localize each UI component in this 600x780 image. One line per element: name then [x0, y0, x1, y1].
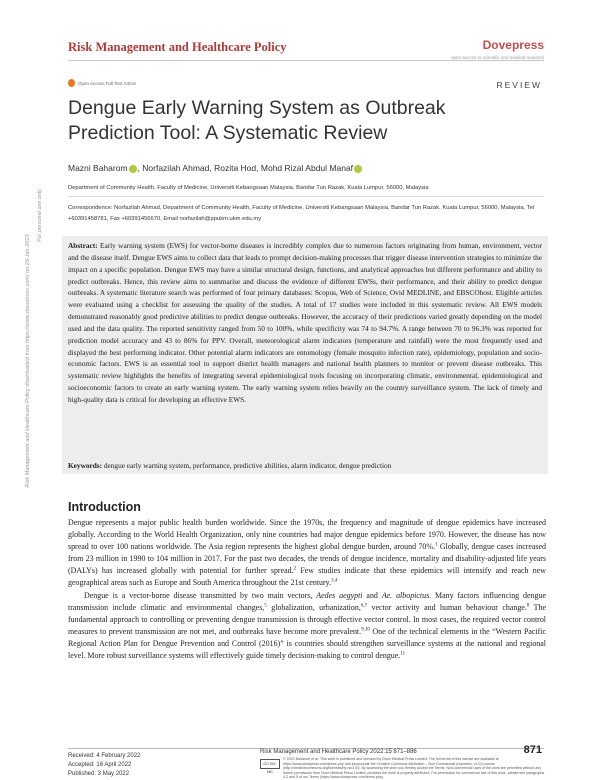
- author-2[interactable]: Norfazilah Ahmad: [142, 163, 210, 173]
- keywords-label: Keywords:: [68, 461, 103, 470]
- correspondence: Correspondence: Norfazilah Ahmad, Department of Community Health, Faculty of Medicine, Universiti Kebangsaan Malaysia, Bandar Tun Razak, Kuala Lumpur, 56000, Malaysia, Tel +60391458781, Fax +60391456670, Email norfazilah@ppukm.ukm.edu.my: [68, 205, 535, 222]
- text-run: Few studies indicate that these epidemics will intensify and reach new geographical areas such as Europe and South America throughout the 21st century.: [68, 566, 546, 588]
- text-run: One of the technical elements in the “Western Pacific Regional Action Plan for Dengue Prevention and Control (2016)” is countries should strengthen surveillance systems at the national and regional level. More robust surveillance systems will effectively guide timely decision-making to control dengue.: [68, 626, 546, 661]
- citation-ref[interactable]: 3,4: [331, 578, 338, 584]
- orcid-icon[interactable]: [129, 165, 137, 173]
- species-name: Aedes aegypti: [316, 590, 363, 600]
- text-run: The fundamental approach to controlling or preventing dengue transmission is through effective vector control. In most cases, the required vector control measures to prevent transmission are not met, and outbreaks have become more prevalent.: [68, 602, 546, 636]
- keywords: [68, 461, 542, 470]
- affiliation-rule: [68, 196, 544, 197]
- download-watermark: [24, 146, 32, 576]
- personal-use-note: For personal use only.: [37, 187, 43, 243]
- abstract-label: Abstract:: [68, 241, 98, 250]
- author-1[interactable]: Mazni Baharom: [68, 163, 128, 173]
- personal-use-watermark: [36, 150, 44, 280]
- text-run: and: [362, 590, 382, 600]
- keywords-text: dengue early warning system, performance, predictive abilities, alarm indicator, dengue prediction: [103, 461, 392, 470]
- open-access-badge: [68, 79, 136, 87]
- citation-ref[interactable]: 2: [293, 566, 297, 572]
- text-run: vector activity and human behaviour change.: [367, 602, 527, 612]
- introduction-body: [68, 517, 546, 662]
- text-run: Dengue is a vector-borne disease transmitted by two main vectors,: [84, 590, 317, 600]
- citation-ref[interactable]: 8: [526, 603, 530, 609]
- citation-ref[interactable]: 11: [400, 651, 406, 657]
- publisher-tagline: open access to scientific and medical research: [450, 55, 544, 60]
- article-title: Dengue Early Warning System as Outbreak Prediction Tool: A Systematic Review: [68, 97, 446, 144]
- accepted-date: Accepted: 16 April 2022: [68, 761, 132, 768]
- article-dates: [68, 752, 140, 778]
- species-name: Ae. albopictus: [381, 590, 430, 600]
- citation-ref[interactable]: 9,10: [361, 627, 370, 633]
- abstract: [68, 240, 542, 406]
- footer-citation[interactable]: Risk Management and Healthcare Policy 2022:15 871–886: [260, 749, 417, 755]
- author-list: Mazni Baharom , Norfazilah Ahmad, Rozita Hod, Mohd Rizal Abdul Manaf: [68, 163, 363, 173]
- text-run: Dengue represents a major public health burden worldwide. Since the 1970s, the frequency and magnitude of dengue epidemics have increased globally. According to the World Health Organization, only nine countries had major dengue epidemics before 1970. However, the disease has now spread to over 100 nations worldwide. The Asia region represents the highest global dengue burden, around 70%.: [68, 518, 546, 552]
- affiliation: Department of Community Health, Faculty of Medicine, Universiti Kebangsaan Malaysia, Bandar Tun Razak, Kuala Lumpur, 56000, Malaysia: [68, 185, 429, 191]
- citation-ref[interactable]: 6,7: [360, 603, 368, 609]
- abstract-body: Early warning system (EWS) for vector-borne diseases is incredibly complex due to numerous factors originating from human, environment, vector and the disease itself. Dengue EWS aims to collect data that leads to prompt decision-making processes that trigger disease intervention strategies to minimize the impact on a specific population. Dengue EWS may have a similar structural design, functions, and analytical approaches but different performance and ability to predict outbreaks. Hence, this review aims to summarise and discuss the evidence of different EWSs, their performance, and their ability to predict dengue outbreaks. A systematic literature search was performed of four primary databases: Scopus, Web of Science, Ovid MEDLINE, and EBSCOhost. Eligible articles were evaluated using a checklist for assessing the quality of the studies. A total of 17 studies were included in this systematic review. All EWS models demonstrated reasonably good predictive abilities to predict dengue outbreaks. However, the accuracy of their predictions varied greatly depending on the model used and the data quality. The reported sensitivity ranged from 50 to 100%, while specificity was 74 to 94.7%. A range between 70 to 96.3% was reported for prediction model accuracy and 43 to 86% for PPV. Overall, meteorological alarm indicators (temperature and rainfall) were the most frequently used and displayed the best performing indicator. Other potential alarm indicators are entomology (female mosquito infection rate), epidemiology, population and socio-economic factors. EWS is an essential tool to support district health managers and national health planners to monitor or prevent disease outbreaks. This systematic review highlights the benefits of integrating several epidemiological tools focusing on incorporating climatic, environmental, epidemiological and socioeconomic factors to create an early warning system. The early warning system relies heavily on the country surveillance system. The lack of timely and high-quality data is critical for developing an effective EWS.: [68, 241, 542, 404]
- license-text: © 2022 Baharom et al. This work is published and licensed by Dove Medical Press Limited. The full terms of this license are available at https://www.dovepress.com/terms.php and incorporate the Creative Commons Attribution – Non Commercial (unported, v3.0) License (http://creativecommons.org/licenses/by-nc/3.0/). By accessing the work you hereby accept the Terms. Non-commercial uses of the work are permitted without any further permission from Dove Medical Press Limited, provided the work is properly attributed. For permission for commercial use of this work, please see paragraphs 4.2 and 5 of our Terms (https://www.dovepress.com/terms.php).: [283, 757, 545, 780]
- download-note: Risk Management and Healthcare Policy downloaded from https://www.dovepress.com/ on 29-Jan-2023: [25, 234, 31, 488]
- published-date: Published: 3 May 2022: [68, 770, 130, 777]
- publisher-logo[interactable]: Dovepress: [482, 38, 544, 52]
- text-run: Globally, dengue cases increased from 23 million in 1990 to 104 million in 2017. For the past two decades, the trends of dengue incidence, mortality and disability-adjusted life years (DALYs) has increased globally with potential for further spread.: [68, 542, 546, 576]
- page-number: 871: [523, 744, 542, 756]
- open-access-label: Open Access Full Text Article: [78, 80, 136, 86]
- cc-license-icon[interactable]: CC BY-NC: [260, 759, 280, 769]
- author-3[interactable]: Rozita Hod: [214, 163, 257, 173]
- citation-ref[interactable]: 1: [435, 542, 438, 548]
- article-type: REVIEW: [496, 80, 542, 90]
- author-4[interactable]: Mohd Rizal Abdul Manaf: [260, 163, 354, 173]
- text-run: . Many factors influencing dengue transmission include climatic and environmental changes,: [68, 590, 546, 612]
- header-rule: [68, 60, 544, 61]
- paragraph: [68, 517, 546, 590]
- journal-title[interactable]: Risk Management and Healthcare Policy: [68, 40, 287, 54]
- text-run: globalization, urbanization,: [266, 602, 361, 612]
- citation-ref[interactable]: 5: [264, 603, 267, 609]
- section-heading: Introduction: [68, 500, 141, 514]
- orcid-icon[interactable]: [354, 165, 362, 173]
- open-access-icon: [68, 79, 75, 87]
- received-date: Received: 4 February 2022: [68, 753, 141, 759]
- paragraph: [68, 590, 546, 663]
